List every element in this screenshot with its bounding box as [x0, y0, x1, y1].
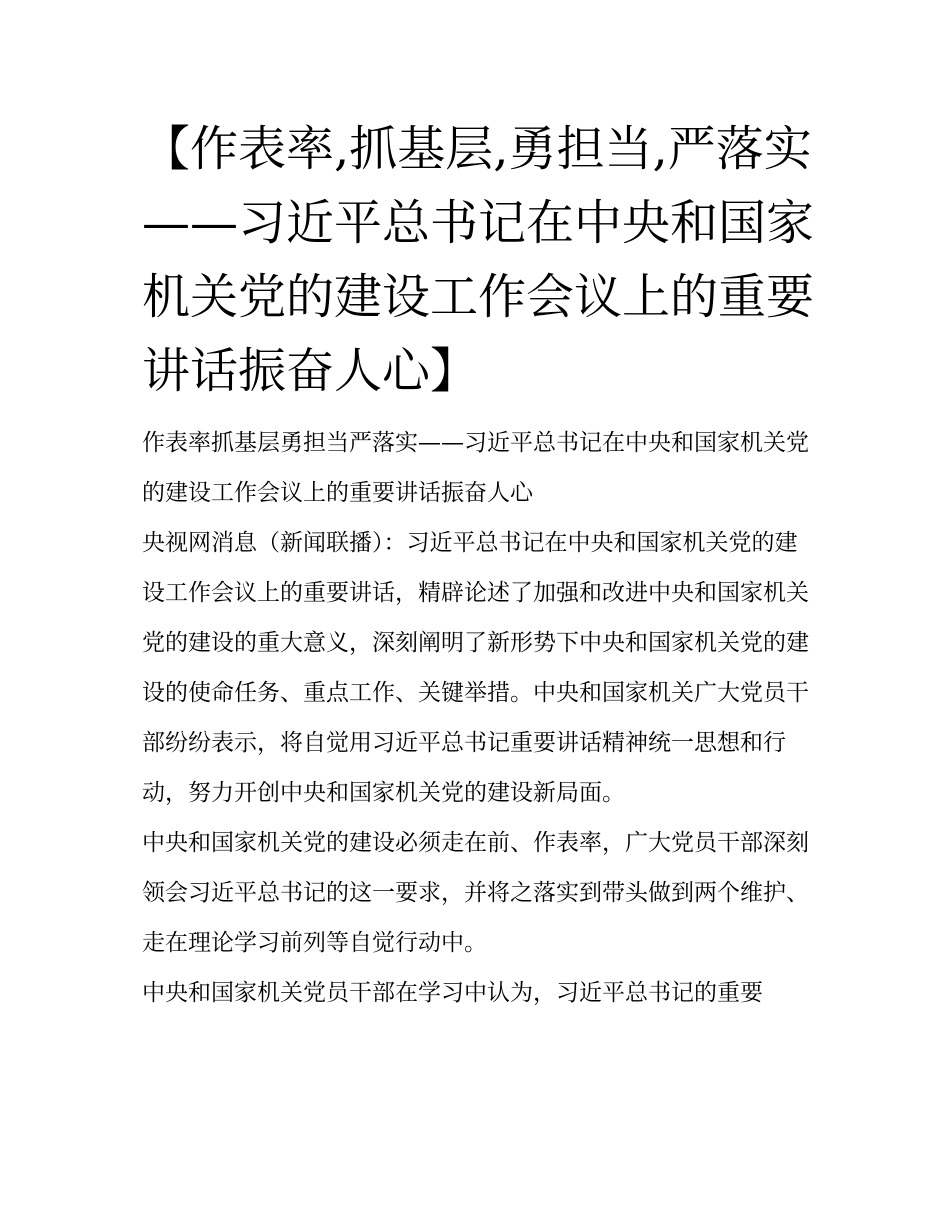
paragraph-example-role: 中央和国家机关党的建设必须走在前、作表率，广大党员干部深刻领会习近平总书记的这一要求，并将之落实到带头做到两个维护、走在理论学习前列等自觉行动中。 — [142, 830, 809, 956]
paragraph-news-intro: 央视网消息（新闻联播）：习近平总书记在中央和国家机关党的建设工作会议上的重要讲话，精辟论述了加强和改进中央和国家机关党的建设的重大意义，深刻阐明了新形势下中央和国家机关党的建设的使命任务、重点工作、关键举措。中央和国家机关广大党员干部纷纷表示，将自觉用习近平总书记重要讲话精神统一思想和行动，努力开创中央和国家机关党的建设新局面。 — [142, 530, 809, 806]
document-body — [142, 112, 817, 1018]
document-title: 【作表率,抓基层,勇担当,严落实——习近平总书记在中央和国家机关党的建设工作会议上的重要讲话振奋人心】 — [142, 121, 815, 399]
paragraph-summary: 作表率抓基层勇担当严落实——习近平总书记在中央和国家机关党的建设工作会议上的重要讲话振奋人心 — [142, 430, 809, 506]
paragraph-cadres-view: 中央和国家机关党员干部在学习中认为，习近平总书记的重要 — [142, 980, 763, 1006]
